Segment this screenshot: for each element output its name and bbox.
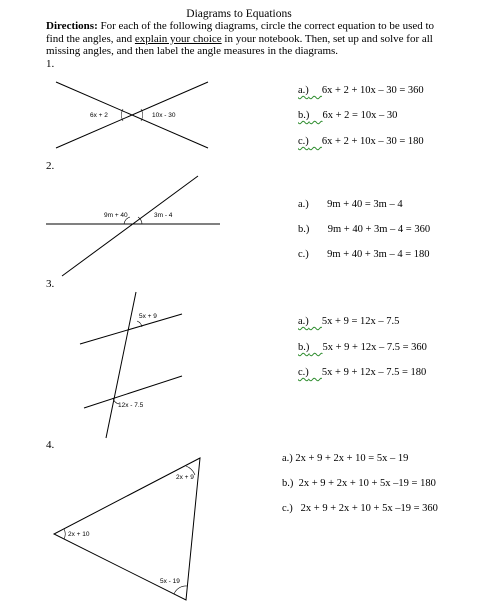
option-equation: 6x + 2 + 10x – 30 = 180 — [321, 136, 424, 147]
problem-2-number: 2. — [46, 160, 55, 172]
option-letter: c.) — [298, 249, 309, 260]
directions-underlined-text: explain your choice — [134, 32, 222, 45]
option-letter: a.) — [298, 316, 309, 327]
option-letter: b.) — [298, 224, 310, 235]
problem-4-option-c[interactable] — [282, 503, 438, 514]
option-equation: 2x + 9 + 2x + 10 + 5x –19 = 360 — [300, 503, 438, 514]
problem-4-angle-arc-left — [64, 529, 65, 539]
option-equation: 5x + 9 + 12x – 7.5 = 180 — [321, 367, 427, 378]
option-equation: 9m + 40 = 3m – 4 — [327, 199, 403, 210]
directions-text-1: For each of the following diagrams, circle the correct equation to be used to find the angles, and — [46, 20, 435, 45]
problem-4-option-b[interactable] — [282, 478, 436, 489]
option-spacer — [293, 503, 301, 514]
problem-1-angle-label-right: 10x - 30 — [152, 112, 176, 119]
option-letter: c.) — [298, 136, 309, 147]
option-equation: 2x + 9 + 2x + 10 = 5x – 19 — [295, 453, 409, 464]
option-equation: 6x + 2 + 10x – 30 = 360 — [321, 85, 424, 96]
option-equation: 9m + 40 + 3m – 4 = 360 — [327, 224, 431, 235]
option-equation: 5x + 9 = 12x – 7.5 — [321, 316, 400, 327]
problem-2-angle-label-right: 3m - 4 — [154, 212, 173, 219]
problem-4-angle-label-top: 2x + 9 — [176, 474, 194, 481]
problem-3-angle-label-top: 5x + 9 — [139, 313, 157, 320]
option-equation: 9m + 40 + 3m – 4 = 180 — [327, 249, 430, 260]
option-equation: 5x + 9 + 12x – 7.5 = 360 — [322, 342, 427, 353]
option-letter: c.) — [298, 367, 309, 378]
directions-text-2: in your notebook. Then, set up and solve for all missing angles, and then label the angle measures in the diagrams. — [46, 32, 433, 58]
option-letter: b.) — [298, 342, 310, 353]
problem-4-option-a[interactable] — [282, 453, 408, 464]
directions-label: Directions: — [46, 20, 98, 32]
problem-4-number: 4. — [46, 439, 55, 451]
problem-4-angle-label-left: 2x + 10 — [68, 531, 90, 538]
option-letter: a.) — [298, 85, 309, 96]
option-equation: 2x + 9 + 2x + 10 + 5x –19 = 180 — [298, 478, 436, 489]
option-letter: b.) — [282, 478, 294, 489]
problem-3-number: 3. — [46, 278, 55, 290]
option-letter: a.) — [282, 453, 293, 464]
option-letter: c.) — [282, 503, 293, 514]
problem-4-angle-label-bottom: 5x - 19 — [160, 578, 180, 585]
problem-1-number: 1. — [46, 58, 55, 70]
option-letter: a.) — [298, 199, 309, 210]
problem-1-angle-label-left: 6x + 2 — [90, 112, 108, 119]
option-equation: 6x + 2 = 10x – 30 — [322, 110, 398, 121]
option-letter: b.) — [298, 110, 310, 121]
problem-4-angle-arc-bottom — [174, 586, 187, 594]
worksheet-title: Diagrams to Equations — [186, 8, 292, 20]
problem-2-angle-label-left: 9m + 40 — [104, 212, 128, 219]
problem-3-angle-label-bottom: 12x - 7.5 — [118, 402, 144, 409]
